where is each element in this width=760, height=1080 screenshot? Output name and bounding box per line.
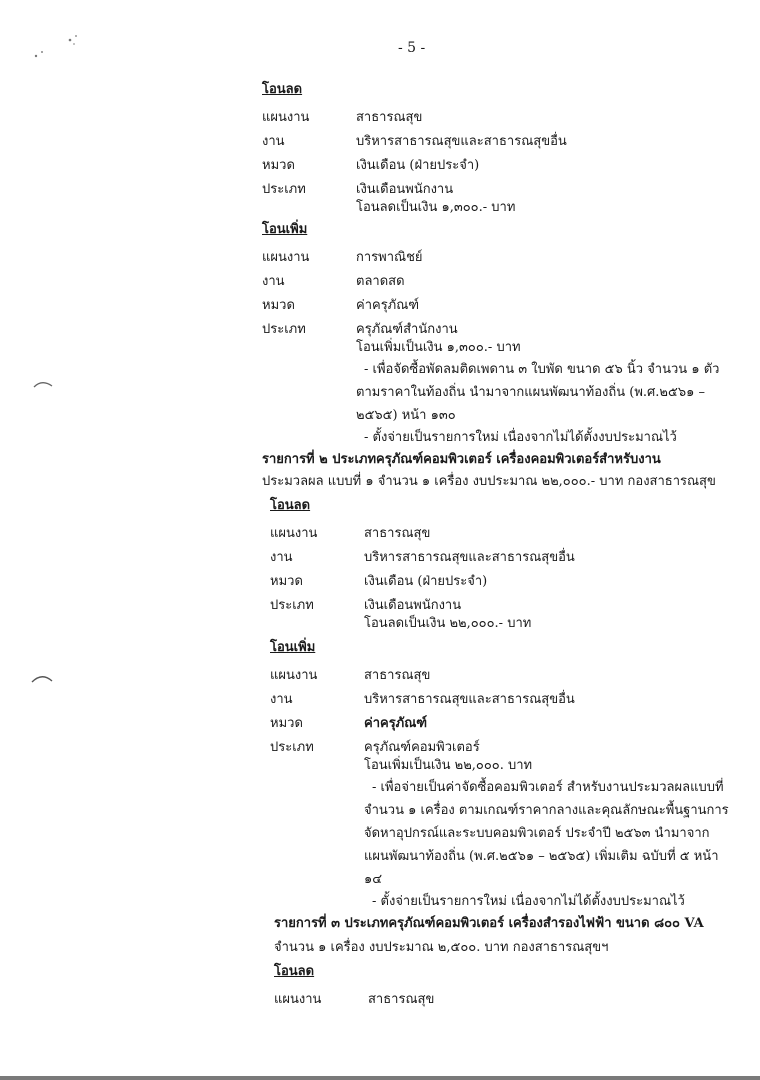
field-label: หมวด bbox=[262, 298, 295, 313]
field-value: บริหารสาธารณสุขและสาธารณสุขอื่น bbox=[364, 550, 575, 565]
text-line: - ตั้งจ่ายเป็นรายการใหม่ เนื่องจากไม่ได้ตั้งงบประมาณไว้ bbox=[364, 430, 677, 445]
section-heading: โอนลด bbox=[262, 82, 303, 97]
field-label: แผนงาน bbox=[270, 526, 318, 541]
page-number: - 5 - bbox=[398, 40, 426, 56]
field-label: ประเภท bbox=[270, 740, 314, 755]
text-line: รายการที่ ๒ ประเภทครุภัณฑ์คอมพิวเตอร์ เครื่องคอมพิวเตอร์สำหรับงาน bbox=[262, 452, 661, 467]
text-line: - เพื่อจัดซื้อพัดลมติดเพดาน ๓ ใบพัด ขนาด ๕๖ นิ้ว จำนวน ๑ ตัว bbox=[364, 362, 720, 377]
field-value: บริหารสาธารณสุขและสาธารณสุขอื่น bbox=[364, 692, 575, 707]
scan-speckle-mark bbox=[28, 28, 88, 68]
text-line: ๒๕๖๕) หน้า ๑๓๐ bbox=[356, 408, 456, 423]
text-line: ประมวลผล แบบที่ ๑ จำนวน ๑ เครื่อง งบประมาณ ๒๒,๐๐๐.- บาท กองสาธารณสุข bbox=[262, 474, 716, 489]
field-value: ค่าครุภัณฑ์ bbox=[356, 298, 420, 313]
text-line: จัดหาอุปกรณ์และระบบคอมพิวเตอร์ ประจำปี ๒๕๖๓ นำมาจาก bbox=[364, 826, 710, 841]
field-value: ครุภัณฑ์สำนักงาน bbox=[356, 322, 458, 337]
section-heading: โอนเพิ่ม bbox=[270, 640, 316, 655]
text-line: โอนลดเป็นเงิน ๒๒,๐๐๐.- บาท bbox=[364, 616, 532, 631]
hole-punch-mark bbox=[32, 378, 54, 390]
field-label: หมวด bbox=[270, 574, 303, 589]
field-value: ตลาดสด bbox=[356, 274, 405, 289]
field-value: ครุภัณฑ์คอมพิวเตอร์ bbox=[364, 740, 480, 755]
text-line: ตามราคาในท้องถิ่น นำมาจากแผนพัฒนาท้องถิ่น (พ.ศ.๒๕๖๑ – bbox=[356, 385, 705, 400]
field-label: แผนงาน bbox=[262, 250, 310, 265]
field-label: งาน bbox=[262, 134, 285, 149]
field-value: สาธารณสุข bbox=[368, 992, 435, 1007]
section-heading: โอนลด bbox=[274, 964, 315, 979]
text-line: ๑๔ bbox=[364, 872, 383, 887]
scan-bottom-edge bbox=[0, 1076, 760, 1080]
text-line: แผนพัฒนาท้องถิ่น (พ.ศ.๒๕๖๑ – ๒๕๖๕) เพิ่มเติม ฉบับที่ ๕ หน้า bbox=[364, 849, 719, 864]
text-line: โอนลดเป็นเงิน ๑,๓๐๐.- บาท bbox=[356, 200, 516, 215]
field-label: แผนงาน bbox=[262, 110, 310, 125]
field-value: สาธารณสุข bbox=[356, 110, 423, 125]
text-line: - เพื่อจ่ายเป็นค่าจัดซื้อคอมพิวเตอร์ สำหรับงานประมวลผลแบบที่ bbox=[372, 780, 724, 795]
section-heading: โอนลด bbox=[270, 498, 311, 513]
field-label: แผนงาน bbox=[274, 992, 322, 1007]
field-value: บริหารสาธารณสุขและสาธารณสุขอื่น bbox=[356, 134, 567, 149]
field-value: ค่าครุภัณฑ์ bbox=[364, 716, 428, 731]
field-label: ประเภท bbox=[262, 182, 306, 197]
field-label: งาน bbox=[262, 274, 285, 289]
field-value: สาธารณสุข bbox=[364, 526, 431, 541]
text-line: จำนวน ๑ เครื่อง งบประมาณ ๒,๕๐๐. บาท กองสาธารณสุขฯ bbox=[274, 940, 609, 955]
text-line: รายการที่ ๓ ประเภทครุภัณฑ์คอมพิวเตอร์ เครื่องสำรองไฟฟ้า ขนาด ๘๐๐ VA bbox=[274, 916, 704, 931]
field-label: งาน bbox=[270, 692, 293, 707]
field-label: หมวด bbox=[270, 716, 303, 731]
text-line: โอนเพิ่มเป็นเงิน ๑,๓๐๐.- บาท bbox=[356, 340, 521, 355]
field-value: การพาณิชย์ bbox=[356, 250, 423, 265]
field-value: เงินเดือน (ฝ่ายประจำ) bbox=[356, 158, 480, 173]
field-value: เงินเดือน (ฝ่ายประจำ) bbox=[364, 574, 488, 589]
field-value: สาธารณสุข bbox=[364, 668, 431, 683]
text-line: - ตั้งจ่ายเป็นรายการใหม่ เนื่องจากไม่ได้ตั้งงบประมาณไว้ bbox=[372, 894, 685, 909]
field-label: งาน bbox=[270, 550, 293, 565]
field-label: หมวด bbox=[262, 158, 295, 173]
hole-punch-mark bbox=[30, 672, 54, 686]
field-value: เงินเดือนพนักงาน bbox=[356, 182, 454, 197]
field-label: ประเภท bbox=[262, 322, 306, 337]
section-heading: โอนเพิ่ม bbox=[262, 222, 308, 237]
field-label: แผนงาน bbox=[270, 668, 318, 683]
field-value: เงินเดือนพนักงาน bbox=[364, 598, 462, 613]
text-line: จำนวน ๑ เครื่อง ตามเกณฑ์ราคากลางและคุณลักษณะพื้นฐานการ bbox=[364, 803, 729, 818]
text-line: โอนเพิ่มเป็นเงิน ๒๒,๐๐๐. บาท bbox=[364, 758, 533, 773]
field-label: ประเภท bbox=[270, 598, 314, 613]
